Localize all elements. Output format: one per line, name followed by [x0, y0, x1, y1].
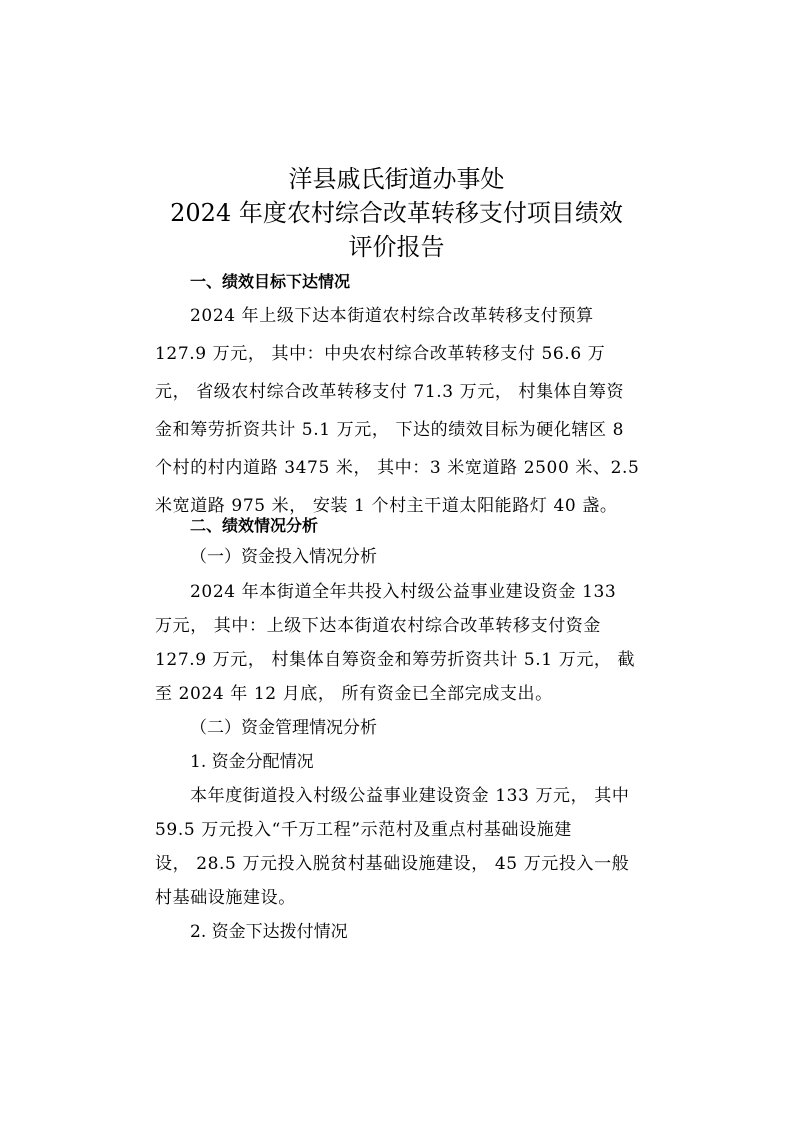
document-title-line-2: 2024 年度农村综合改革转移支付项目绩效: [170, 199, 623, 227]
paragraph-line: 2024 年上级下达本街道农村综合改革转移支付预算: [190, 306, 594, 326]
paragraph-line: 村基础设施建设。: [155, 888, 296, 908]
document-title-line-3: 评价报告: [348, 233, 445, 261]
paragraph-line: 万元， 其中：上级下达本街道农村综合改革转移支付资金: [155, 616, 602, 636]
paragraph-line: 127.9 万元， 其中：中央农村综合改革转移支付 56.6 万: [155, 344, 606, 364]
document-title-line-1: 洋县戚氏街道办事处: [288, 165, 505, 193]
paragraph-line: 本年度街道投入村级公益事业建设资金 133 万元， 其中: [190, 786, 630, 806]
item-heading-1: 1. 资金分配情况: [190, 752, 314, 772]
paragraph-line: 127.9 万元， 村集体自筹资金和筹劳折资共计 5.1 万元， 截: [155, 650, 636, 670]
paragraph-line: 个村的村内道路 3475 米， 其中：3 米宽道路 2500 米、2.5: [155, 458, 640, 478]
paragraph-line: 59.5 万元投入“千万工程”示范村及重点村基础设施建: [155, 820, 572, 840]
section-heading-1: 一、绩效目标下达情况: [190, 272, 351, 291]
item-heading-2: 2. 资金下达拨付情况: [190, 922, 348, 942]
paragraph-line: 至 2024 年 12 月底， 所有资金已全部完成支出。: [155, 684, 553, 704]
paragraph-line: 设， 28.5 万元投入脱贫村基础设施建设， 45 万元投入一般: [155, 854, 630, 874]
paragraph-line: 2024 年本街道全年共投入村级公益事业建设资金 133: [190, 582, 617, 602]
paragraph-line: 元， 省级农村综合改革转移支付 71.3 万元， 村集体自筹资: [155, 382, 625, 402]
paragraph-line: 金和筹劳折资共计 5.1 万元， 下达的绩效目标为硬化辖区 8: [155, 420, 625, 440]
subsection-heading-2: （二）资金管理情况分析: [190, 718, 377, 738]
subsection-heading-1: （一）资金投入情况分析: [190, 547, 377, 567]
paragraph-line: 米宽道路 975 米， 安装 1 个村主干道太阳能路灯 40 盏。: [155, 496, 618, 516]
section-heading-2: 二、绩效情况分析: [190, 516, 319, 535]
